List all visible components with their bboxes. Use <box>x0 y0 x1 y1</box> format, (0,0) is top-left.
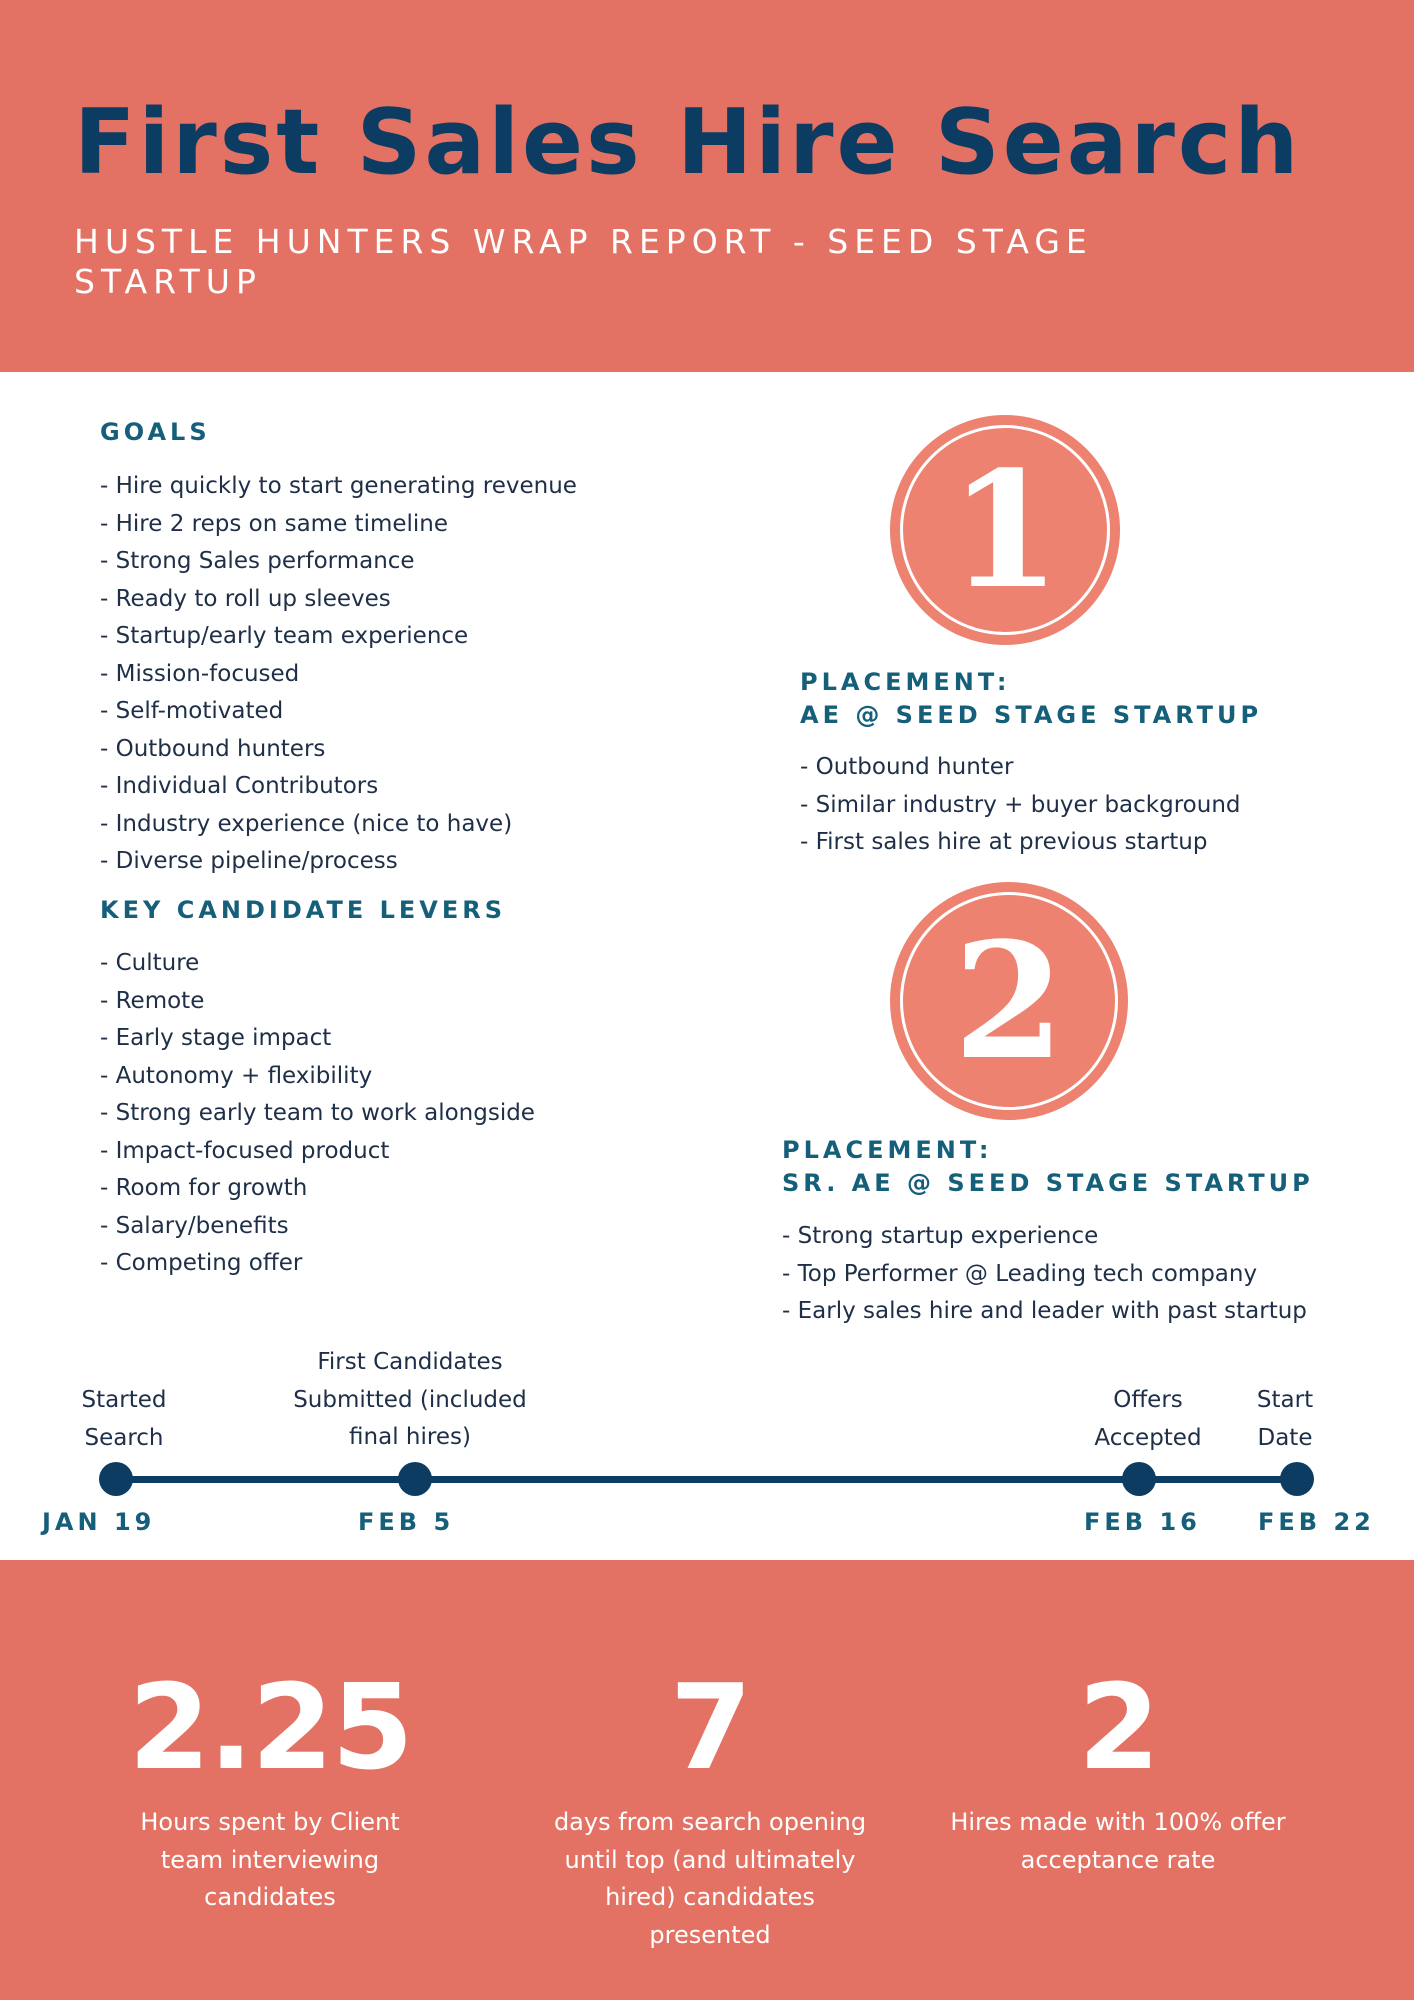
timeline-date: FEB 5 <box>358 1508 455 1536</box>
placement-2-list <box>782 1218 1342 1331</box>
goals-item: - Mission-focused <box>100 660 300 687</box>
goals-item: - Individual Contributors <box>100 773 379 799</box>
page-title: First Sales Hire Search <box>74 90 1302 195</box>
placement-2-number: 2 <box>953 907 1065 1095</box>
levers-item: - Culture <box>100 950 200 976</box>
stat-caption: days from search opening until top (and ultimately hired) candidates presented <box>553 1808 867 1949</box>
placement-1-item: - Outbound hunter <box>800 754 1014 780</box>
levers-item: - Autonomy + flexibility <box>100 1062 373 1089</box>
placement-2-heading-line1: PLACEMENT: <box>782 1136 993 1164</box>
placement-1-badge <box>890 415 1120 645</box>
stat-caption: Hires made with 100% offer acceptance rate <box>950 1808 1286 1874</box>
levers-item: - Early stage impact <box>100 1025 332 1051</box>
placement-2-heading-line2: SR. AE @ SEED STAGE STARTUP <box>782 1169 1314 1197</box>
goals-item: - Strong Sales performance <box>100 548 415 574</box>
goals-item: - Hire 2 reps on same timeline <box>100 510 449 537</box>
goals-item: - Ready to roll up sleeves <box>100 585 391 612</box>
timeline-dot <box>1280 1462 1314 1496</box>
timeline-date: FEB 16 <box>1084 1508 1201 1536</box>
levers-item: - Competing offer <box>100 1250 303 1276</box>
timeline-label: First Candidates Submitted (included final hires) <box>293 1349 527 1450</box>
placement-1-number: 1 <box>949 436 1061 624</box>
goals-list <box>100 468 577 881</box>
stat-caption: Hours spent by Client team interviewing candidates <box>140 1808 400 1911</box>
placement-1-heading-line1: PLACEMENT: <box>800 668 1011 696</box>
placement-1-item: - First sales hire at previous startup <box>800 829 1208 855</box>
goals-item: - Hire quickly to start generating revenue <box>100 473 577 499</box>
placement-2-item: - Strong startup experience <box>782 1223 1099 1249</box>
levers-item: - Strong early team to work alongside <box>100 1100 535 1126</box>
placement-2-item: - Early sales hire and leader with past startup <box>782 1298 1307 1324</box>
placement-2-badge <box>890 882 1128 1120</box>
badge-ring <box>900 892 1118 1110</box>
stat-value: 2 <box>1077 1658 1159 1796</box>
goals-item: - Industry experience (nice to have) <box>100 810 513 837</box>
levers-item: - Impact-focused product <box>100 1137 390 1164</box>
placement-2-heading <box>782 1134 1314 1200</box>
timeline-dot <box>398 1462 432 1496</box>
timeline-date: JAN 19 <box>42 1508 156 1536</box>
goals-heading: GOALS <box>100 418 211 446</box>
placement-2-item: - Top Performer @ Leading tech company <box>782 1260 1258 1287</box>
goals-item: - Self-motivated <box>100 698 284 724</box>
page-subtitle: HUSTLE HUNTERS WRAP REPORT - SEED STAGE STARTUP <box>74 222 1093 301</box>
timeline-dot <box>99 1462 133 1496</box>
levers-item: - Room for growth <box>100 1175 308 1201</box>
placement-1-heading-line2: AE @ SEED STAGE STARTUP <box>800 701 1263 729</box>
placement-1-item: - Similar industry + buyer background <box>800 791 1241 818</box>
timeline-line <box>116 1476 1298 1483</box>
stat-value: 2.25 <box>128 1658 412 1796</box>
goals-item: - Startup/early team experience <box>100 623 469 649</box>
badge-ring <box>900 425 1110 635</box>
timeline-label: Started Search <box>81 1387 167 1451</box>
timeline-dot <box>1122 1462 1156 1496</box>
header-banner <box>0 0 1414 372</box>
goals-item: - Diverse pipeline/process <box>100 848 398 874</box>
stat-value: 7 <box>669 1658 751 1796</box>
levers-heading: KEY CANDIDATE LEVERS <box>100 896 507 924</box>
placement-1-heading <box>800 666 1262 732</box>
levers-list <box>100 945 535 1283</box>
timeline-date: FEB 22 <box>1258 1508 1375 1536</box>
timeline-label: Start Date <box>1256 1387 1314 1451</box>
placement-1-list <box>800 749 1241 862</box>
timeline-label: Offers Accepted <box>1094 1387 1202 1451</box>
levers-item: - Salary/benefits <box>100 1212 289 1239</box>
levers-item: - Remote <box>100 987 205 1014</box>
goals-item: - Outbound hunters <box>100 735 326 762</box>
